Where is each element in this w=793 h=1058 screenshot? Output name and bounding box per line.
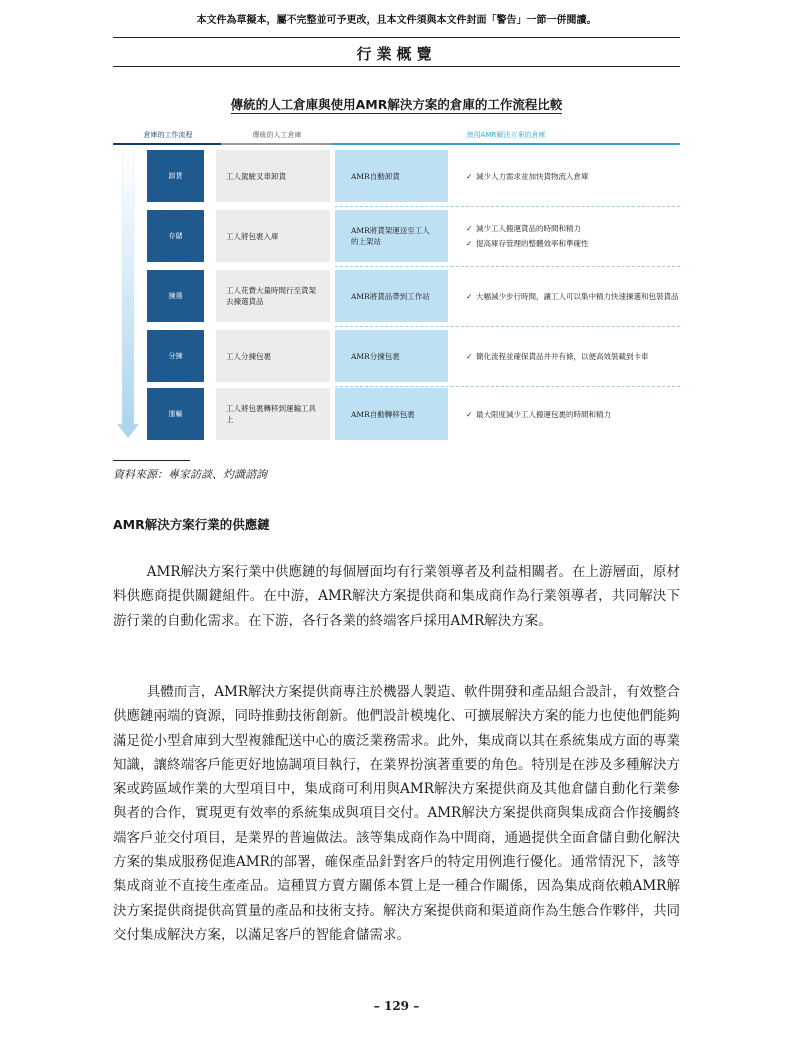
subheading: AMR解決方案行業的供應鏈	[113, 517, 270, 532]
benefit-cell	[466, 210, 680, 262]
check-icon: ✓	[466, 409, 473, 419]
check-icon: ✓	[466, 171, 473, 181]
benefit-cell	[466, 330, 680, 382]
paragraph-2-text: 具體而言，AMR解決方案提供商專注於機器人製造、軟件開發和產品組合設計，有效整合供應鏈兩端的資源，同時推動技術創新。他們設計模塊化、可擴展解決方案的能力也使他們能夠滿足從小型倉庫到大型複雜配送中心的廣泛業務需求。此外，集成商以其在系統集成方面的專業知識，讓終端客戶能更好地協調項目執行，在業界扮演著重要的角色。特別是在涉及多種解決方案或跨區域作業的大型項目中，集成商可利用與AMR解決方案提供商及其他倉儲自動化行業參與者的合作，實現更有效率的系統集成與項目交付。AMR解決方案提供商與集成商合作接觸終端客戶並交付項目，是業界的普遍做法。該等集成商作為中間商，通過提供全面倉儲自動化解決方案的集成服務促進AMR的部署，確保產品針對客戶的特定用例進行優化。通常情況下，該等集成商並不直接生產產品。這種買方賣方關係本質上是一種合作關係，因為集成商依賴AMR解決方案提供商提供高質量的產品和技術支持。解決方案提供商和渠道商作為生態合作夥伴，共同交付集成解決方案，以滿足客戶的智能倉儲需求。	[113, 684, 680, 943]
check-icon: ✓	[466, 351, 473, 361]
traditional-cell: 工人花費大量時間行至貨架去揀選貨品	[216, 270, 330, 322]
paragraph-1-text: AMR解決方案行業中供應鏈的每個層面均有行業領導者及利益相關者。在上游層面，原材料供應商提供關鍵組件。在中游，AMR解決方案提供商和集成商作為行業領導者，共同解決下游行業的自動化需求。在下游，各行各業的終端客戶採用AMR解決方案。	[113, 564, 680, 629]
paragraph-2	[113, 680, 680, 947]
amr-cell: AMR將貨架運送至工人的上架站	[335, 210, 448, 262]
benefit-text: 減少工人搬運貨品的時間和精力	[476, 224, 581, 233]
row-divider	[335, 206, 680, 207]
check-icon: ✓	[466, 224, 473, 233]
benefit-item	[466, 351, 680, 362]
stage-sorting: 分揀	[147, 330, 204, 382]
amr-cell: AMR自動卸貨	[335, 150, 448, 202]
benefit-item	[466, 291, 680, 302]
traditional-cell: 工人將包裹轉移到運輸工具上	[216, 388, 330, 440]
column-header-rule	[221, 143, 331, 145]
benefit-text: 提高庫存管理的整體效率和準確性	[476, 239, 589, 248]
column-header-rule	[113, 143, 221, 145]
check-icon: ✓	[466, 239, 473, 248]
benefit-text: 簡化流程並確保貨品井井有條，以便高效裝載到卡車	[476, 351, 649, 361]
benefit-item	[466, 409, 680, 420]
benefit-text: 大幅減少步行時間，讓工人可以集中精力快速揀選和包裝貨品	[476, 291, 679, 301]
benefit-cell	[466, 388, 680, 440]
row-divider	[335, 266, 680, 267]
figure-title-text: 傳統的人工倉庫與使用AMR解決方案的倉庫的工作流程比較	[230, 97, 563, 112]
draft-disclaimer: 本文件為草擬本，屬不完整並可予更改，且本文件須與本文件封面「警告」一節一併閱讀。	[196, 15, 597, 26]
stage-picking: 揀選	[147, 270, 204, 322]
row-divider	[335, 386, 680, 387]
benefit-item	[466, 223, 680, 234]
benefit-text: 最大限度減少工人搬運包裹的時間和精力	[476, 409, 611, 419]
column-header-amr: 使用AMR解決方案的倉庫	[466, 131, 546, 139]
figure-title	[0, 95, 793, 113]
amr-cell: AMR將貨品帶到工作站	[335, 270, 448, 322]
workflow-down-arrow-icon	[117, 150, 139, 438]
benefit-item	[466, 171, 680, 182]
benefit-cell	[466, 150, 680, 202]
paragraph-1	[113, 560, 680, 633]
traditional-cell: 工人將包裹入庫	[216, 210, 330, 262]
amr-cell: AMR自動轉移包裹	[335, 388, 448, 440]
header-rule	[113, 37, 680, 38]
stage-unloading: 卸貨	[147, 150, 204, 202]
stage-storage: 存儲	[147, 210, 204, 262]
check-icon: ✓	[466, 291, 473, 301]
title-rule	[113, 66, 680, 67]
section-title: 行業概覽	[356, 45, 437, 63]
stage-transport: 運輸	[147, 388, 204, 440]
benefit-text: 減少人力需求並加快貨物流入倉庫	[476, 171, 589, 181]
amr-cell: AMR分揀包裹	[335, 330, 448, 382]
traditional-cell: 工人駕駛叉車卸貨	[216, 150, 330, 202]
column-header-traditional: 傳統的人工倉庫	[252, 131, 302, 139]
row-divider	[335, 326, 680, 327]
figure-source: 資料來源：專家訪談、灼識諮詢	[113, 468, 267, 481]
column-header-workflow: 倉庫的工作流程	[143, 131, 193, 139]
benefit-item	[466, 238, 680, 249]
source-rule	[113, 460, 190, 461]
column-header-rule	[331, 143, 680, 145]
benefit-cell	[466, 270, 680, 322]
page-number: – 129 –	[373, 999, 420, 1013]
traditional-cell: 工人分揀包裹	[216, 330, 330, 382]
